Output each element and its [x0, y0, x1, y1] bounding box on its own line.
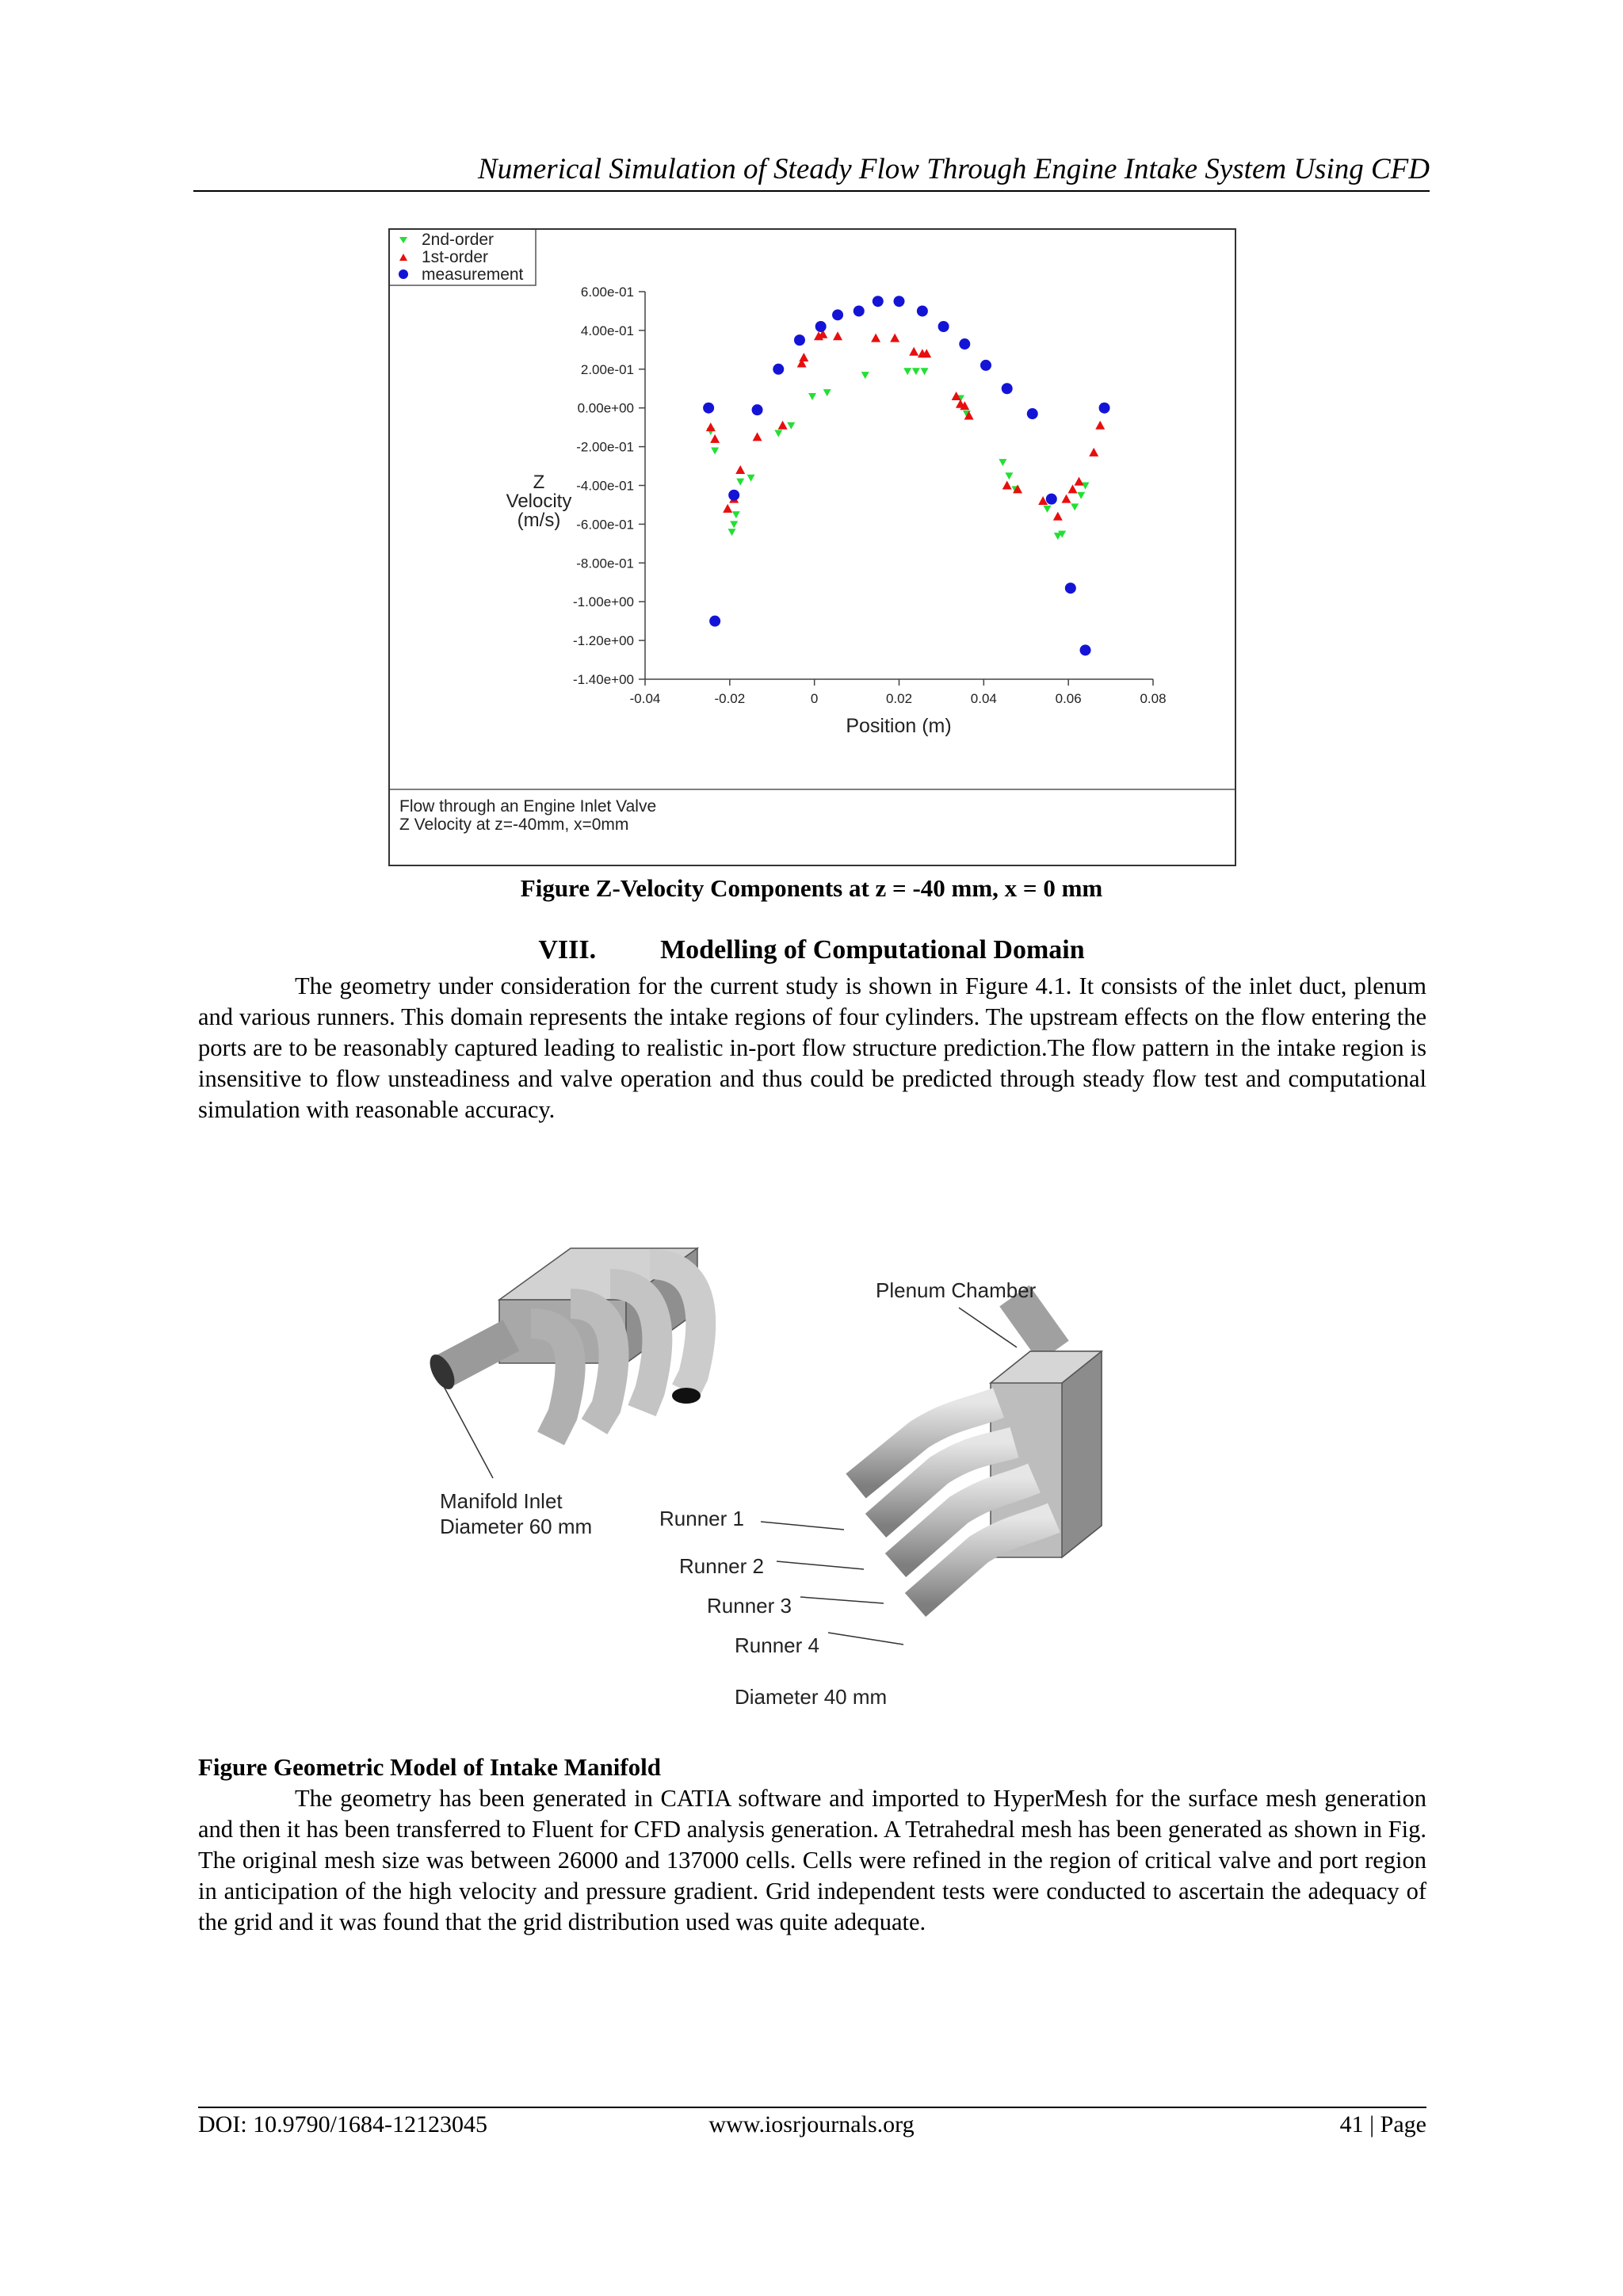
- point-2nd-order: [1077, 492, 1085, 499]
- y-tick-label: -1.20e+00: [572, 633, 634, 649]
- point-1st-order: [909, 347, 918, 356]
- point-2nd-order: [732, 511, 740, 518]
- y-tick-label: 4.00e-01: [580, 323, 634, 338]
- label-inlet-diameter: Diameter 60 mm: [440, 1515, 593, 1538]
- label-manifold-inlet: Manifold Inlet: [440, 1489, 563, 1513]
- chart-footer-subtitle: Z Velocity at z=-40mm, x=0mm: [399, 816, 629, 834]
- y-tick-label: -6.00e-01: [576, 517, 634, 533]
- point-measurement: [894, 296, 905, 307]
- running-header: Numerical Simulation of Steady Flow Through Engine Intake System Using CFD: [477, 153, 1430, 185]
- point-2nd-order: [728, 529, 736, 536]
- point-measurement: [959, 338, 970, 350]
- footer-page: 41 | Page: [1339, 2111, 1426, 2137]
- y-label-line-1: Z: [533, 472, 545, 493]
- point-2nd-order: [1043, 506, 1051, 513]
- intake-manifold-illustration: [412, 1153, 1205, 1724]
- point-2nd-order: [1082, 483, 1090, 490]
- point-measurement: [917, 305, 928, 316]
- point-2nd-order: [861, 372, 869, 379]
- label-runner-1: Runner 1: [659, 1507, 744, 1530]
- point-measurement: [709, 616, 720, 627]
- y-tick-label: -2.00e-01: [576, 439, 634, 455]
- point-1st-order: [1075, 477, 1084, 486]
- velocity-scatter-chart: [390, 230, 1235, 865]
- point-measurement: [815, 321, 827, 332]
- y-tick-label: -4.00e-01: [576, 478, 634, 494]
- point-1st-order: [1061, 495, 1071, 503]
- point-measurement: [873, 296, 884, 307]
- label-runner-diameter: Diameter 40 mm: [735, 1685, 888, 1709]
- point-1st-order: [799, 353, 808, 361]
- point-2nd-order: [1005, 472, 1013, 479]
- point-2nd-order: [730, 521, 738, 528]
- point-1st-order: [753, 432, 762, 441]
- point-measurement: [773, 364, 784, 375]
- legend-label-measurement: measurement: [422, 266, 524, 284]
- paragraph-mesh-text: The geometry has been generated in CATIA software and imported to HyperMesh for the surface mesh generation and then it has been transferred to Fluent for CFD analysis generation. A Tetrahedral mesh has been generated as shown in Fig. The original mesh size was between 26000 and 137000 cells. Cells were refined in the region of critical valve and port region in anticipation of the high velocity and pressure gradient. Grid independent tests were conducted to ascertain the adequacy of the grid and it was found that the grid distribution used was quite adequate.: [198, 1785, 1426, 1935]
- point-1st-order: [1053, 512, 1063, 521]
- data-points: [703, 296, 1109, 655]
- figure2-caption: Figure Geometric Model of Intake Manifold: [198, 1753, 662, 1781]
- point-1st-order: [1089, 448, 1098, 457]
- footer-doi: DOI: 10.9790/1684-12123045: [198, 2111, 487, 2137]
- point-1st-order: [1068, 484, 1078, 493]
- x-tick-label: -0.02: [714, 691, 746, 706]
- point-1st-order: [710, 434, 720, 443]
- point-1st-order: [1002, 481, 1012, 490]
- point-measurement: [1099, 403, 1110, 414]
- x-tick-label: -0.04: [629, 691, 661, 706]
- chart-legend: [390, 230, 536, 285]
- point-measurement: [728, 490, 739, 501]
- y-tick-label: -8.00e-01: [576, 556, 634, 571]
- figure1-caption: Figure Z-Velocity Components at z = -40 mm, x = 0 mm: [520, 874, 1103, 902]
- section-title: Modelling of Computational Domain: [660, 935, 1085, 965]
- point-measurement: [854, 305, 865, 316]
- point-measurement: [1002, 383, 1013, 394]
- header-rule: [193, 190, 1430, 192]
- label-runner-4: Runner 4: [735, 1633, 819, 1657]
- x-tick-label: 0.08: [1140, 691, 1167, 706]
- label-runner-3: Runner 3: [707, 1594, 792, 1618]
- chart-footer-title: Flow through an Engine Inlet Valve: [399, 797, 657, 816]
- point-measurement: [1080, 644, 1091, 655]
- legend-label-1st-order: 1st-order: [422, 248, 489, 266]
- legend-label-2nd-order: 2nd-order: [422, 231, 495, 249]
- legend-marker-measurement: [399, 269, 408, 279]
- point-2nd-order: [774, 430, 782, 437]
- x-ticks: [630, 679, 1167, 706]
- paragraph-domain-text: The geometry under consideration for the current study is shown in Figure 4.1. It consists of the inlet duct, plenum and various runners. This domain represents the intake regions of four cylinders. The upstream effects on the flow entering the ports are to be reasonably captured leading to realistic in-port flow structure prediction.The flow pattern in the intake region is insensitive to flow unsteadiness and valve operation and thus could be predicted through steady flow test and computational simulation with reasonable accuracy.: [198, 972, 1426, 1123]
- x-axis-label: Position (m): [846, 715, 952, 737]
- y-tick-label: -1.40e+00: [572, 672, 634, 687]
- y-tick-label: 6.00e-01: [580, 285, 634, 300]
- point-2nd-order: [747, 475, 755, 482]
- y-tick-label: 2.00e-01: [580, 361, 634, 377]
- paragraph-mesh: [198, 1783, 1426, 1938]
- point-measurement: [752, 404, 763, 415]
- label-runner-2: Runner 2: [679, 1554, 764, 1578]
- y-tick-label: 0.00e+00: [577, 400, 634, 416]
- point-1st-order: [706, 422, 716, 431]
- x-tick-label: 0.02: [885, 691, 913, 706]
- point-1st-order: [778, 421, 788, 430]
- label-plenum-chamber: Plenum Chamber: [876, 1278, 1037, 1302]
- chart-figure: [388, 228, 1236, 866]
- point-1st-order: [1095, 421, 1105, 430]
- point-measurement: [832, 309, 843, 320]
- point-measurement: [1065, 583, 1076, 594]
- manifold-view-1: [425, 1248, 701, 1438]
- point-1st-order: [735, 465, 745, 474]
- x-tick-label: 0.04: [970, 691, 997, 706]
- point-2nd-order: [999, 459, 1006, 466]
- point-2nd-order: [903, 368, 911, 375]
- point-2nd-order: [912, 368, 920, 375]
- point-1st-order: [833, 331, 842, 340]
- point-1st-order: [723, 504, 732, 513]
- point-measurement: [1046, 494, 1057, 505]
- y-tick-label: -1.00e+00: [572, 594, 634, 610]
- point-measurement: [1027, 408, 1038, 419]
- y-label-line-3: (m/s): [517, 510, 561, 531]
- point-2nd-order: [711, 447, 719, 454]
- point-2nd-order: [1071, 503, 1079, 510]
- section-number: VIII.: [538, 935, 597, 965]
- y-ticks: [573, 285, 645, 687]
- point-2nd-order: [787, 422, 795, 430]
- point-2nd-order: [736, 479, 744, 486]
- paragraph-domain: [198, 971, 1426, 1125]
- point-2nd-order: [823, 389, 831, 396]
- point-measurement: [938, 321, 949, 332]
- y-label-line-2: Velocity: [506, 491, 572, 512]
- x-tick-label: 0: [810, 691, 819, 706]
- point-1st-order: [871, 334, 880, 342]
- point-measurement: [980, 360, 991, 371]
- point-1st-order: [890, 334, 899, 342]
- section-heading: [0, 935, 1623, 965]
- point-2nd-order: [921, 368, 929, 375]
- x-tick-label: 0.06: [1055, 691, 1082, 706]
- footer-site: www.iosrjournals.org: [708, 2111, 915, 2137]
- point-2nd-order: [808, 393, 816, 400]
- point-measurement: [794, 334, 805, 346]
- manifold-view-2: [856, 1296, 1102, 1605]
- point-measurement: [703, 403, 714, 414]
- footer-rule: [198, 2107, 1426, 2108]
